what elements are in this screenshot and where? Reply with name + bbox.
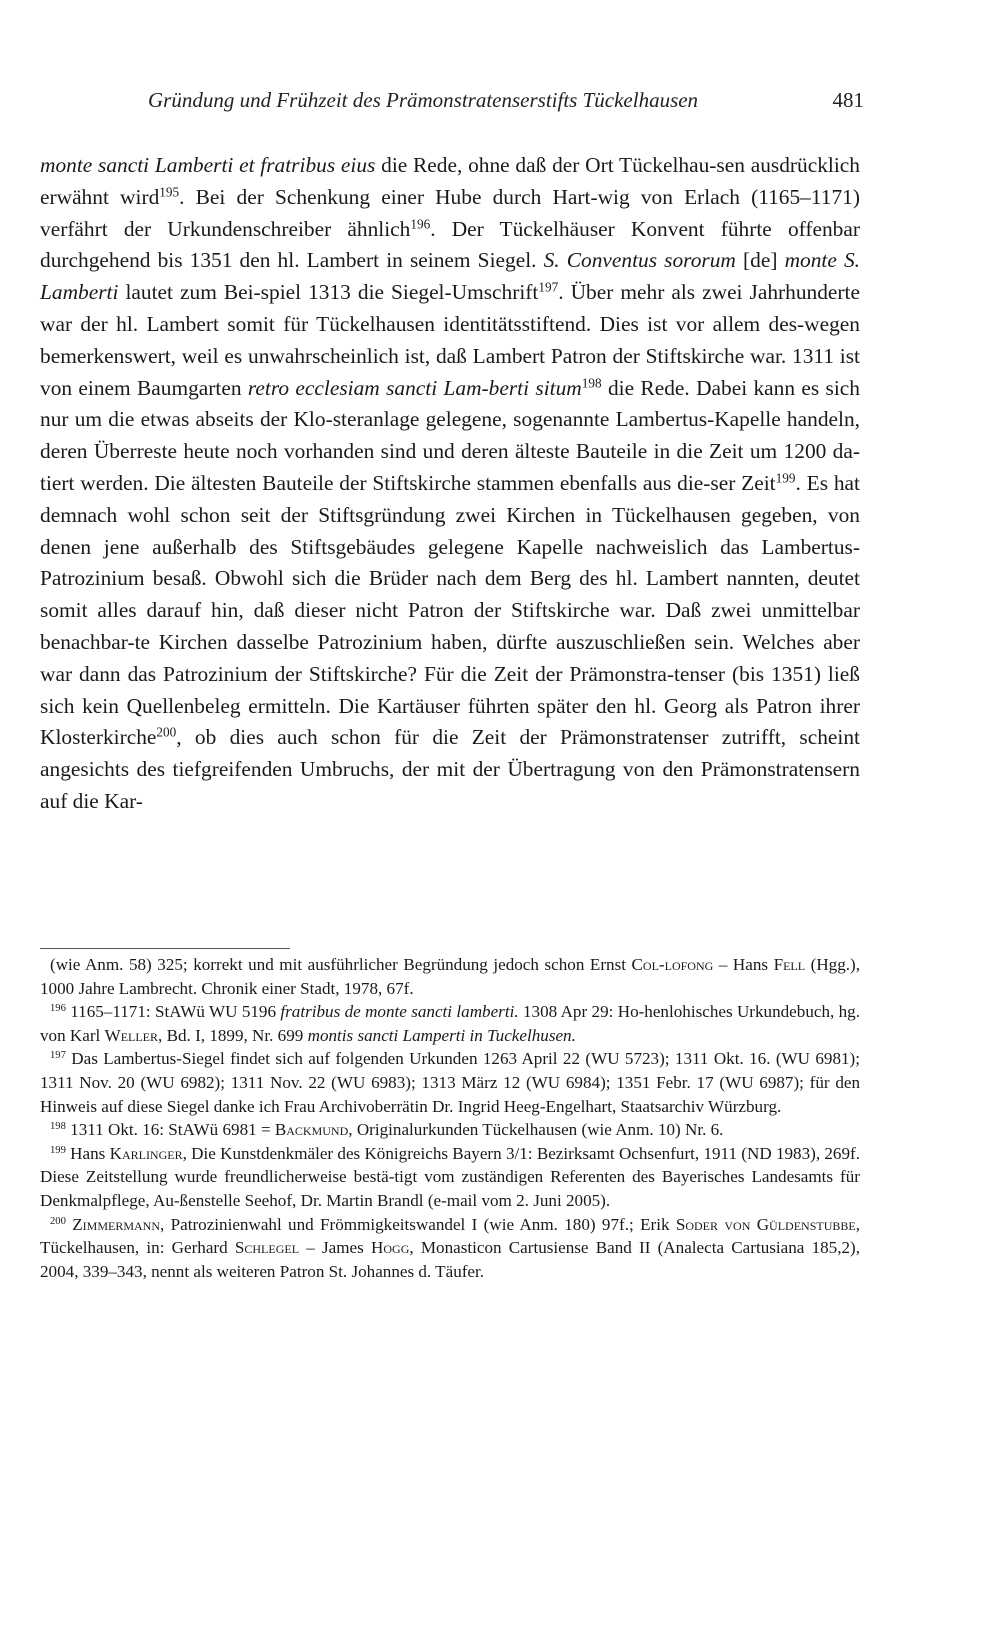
text-run: . Der Tückelhäuser Konvent führte offenbar durchgehend bis 1351 den hl. Lambert in seinem Siegel. — [40, 216, 860, 273]
text-run: lautet zum Bei-spiel 1313 die Siegel-Umschrift — [118, 280, 539, 305]
footnote-divider — [40, 948, 290, 949]
text-run: , ob dies auch schon für die Zeit der Prämonstratenser zutrifft, scheint angesichts des tiefgreifenden Umbruchs, der mit der Übertragung von den Prämonstratensern auf die Kar- — [40, 725, 860, 813]
latin-quote: montis sancti Lamperti in Tuckelhusen. — [307, 1025, 576, 1045]
text-run: 1311 Okt. 16: StAWü 6981 = — [65, 1120, 275, 1140]
footnote-ref-197[interactable]: 197 — [538, 279, 559, 295]
text-run: . Über mehr als zwei Jahrhunderte war der hl. Lambert somit für Tückelhausen identitätsstiftend. Dies ist vor allem des-wegen bemerkenswert, weil es unwahrscheinlich ist, daß Lambert Patron der Stiftskirche war. 1311 ist von einem Baumgarten — [40, 280, 860, 400]
text-run: die Rede, ohne daß der Ort Tückelhau-sen ausdrücklich erwähnt wird — [40, 153, 860, 209]
footnote-continuation — [40, 953, 860, 1000]
footnote-number: 200 — [50, 1215, 66, 1227]
text-run: , Patrozinienwahl und Frömmigkeitswandel I (wie Anm. 180) 97f.; Erik — [160, 1214, 676, 1234]
footnote-196 — [40, 1000, 860, 1047]
latin-quote: S. Conventus sororum — [543, 248, 736, 273]
latin-quote: monte S. Lamberti — [40, 248, 860, 305]
footnote-number: 196 — [50, 1003, 66, 1015]
text-run: , Bd. I, 1899, Nr. 699 — [158, 1025, 308, 1045]
footnote-200 — [40, 1213, 860, 1284]
footnote-ref-200[interactable]: 200 — [156, 725, 177, 741]
footnote-ref-198[interactable]: 198 — [581, 375, 602, 391]
running-head: Gründung und Frühzeit des Prämonstratenserstifts Tückelhausen — [148, 88, 699, 112]
author-name: Schlegel — [234, 1238, 300, 1258]
body-paragraph — [40, 150, 860, 818]
latin-quote: fratribus de monte sancti lamberti. — [280, 1002, 519, 1022]
text-run: 1308 Apr 29: Ho-henlohisches Urkundebuch, hg. von Karl — [40, 1002, 861, 1045]
text-run: (wie Anm. 58) 325; korrekt und mit ausführlicher Begründung jedoch schon Ernst — [50, 955, 632, 974]
footnote-ref-199[interactable]: 199 — [775, 470, 796, 486]
text-run: , Monasticon Cartusiense Band II (Analecta Cartusiana 185,2), 2004, 339–343, nennt als weiteren Patron St. Johannes d. Täufer. — [40, 1238, 860, 1281]
author-name: Hogg — [371, 1238, 410, 1258]
latin-quote: retro ecclesiam sancti Lam-berti situm — [247, 375, 582, 400]
text-run: – James — [299, 1238, 372, 1258]
author-name: Backmund — [274, 1120, 349, 1140]
footnote-number: 199 — [50, 1144, 66, 1156]
text-run: , Originalurkunden Tückelhausen (wie Anm. 10) Nr. 6. — [348, 1120, 724, 1140]
author-name: Zimmermann — [72, 1214, 161, 1234]
author-name: Fell — [773, 955, 806, 974]
text-run: , Die Kunstdenkmäler des Königreichs Bayern 3/1: Bezirksamt Ochsenfurt, 1911 (ND 1983), 269f. Diese Zeitstellung wurde freundlicherweise bestä-tigt vom zuständigen Referenten des Bayerisches Landesamts für Denkmalpflege, Au-ßenstelle Seehof, Dr. Martin Brandl (e-mail vom 2. Juni 2005). — [40, 1143, 860, 1210]
footnote-197 — [40, 1047, 860, 1118]
text-run: – Hans — [713, 955, 774, 974]
text-run: [de] — [735, 248, 785, 273]
author-name: Col-lofong — [631, 955, 714, 974]
page-number: 481 — [832, 88, 864, 112]
footnote-number: 198 — [50, 1121, 66, 1133]
text-run: . Es hat demnach wohl schon seit der Stiftsgründung zwei Kirchen in Tückelhausen gegeben, von denen jene außerhalb des Stiftsgebäudes gelegene Kapelle nachweislich das Lambertus-Patrozinium besaß. Obwohl sich die Brüder nach dem Berg des hl. Lambert nannten, deutet somit alles darauf hin, daß dieser nicht Patron der Stiftskirche war. Daß zwei unmittelbar benachbar-te Kirchen dasselbe Patrozinium haben, dürfte auszuschließen sein. Welches aber war dann das Patrozinium der Stiftskirche? Für die Zeit der Prämonstra-tenser (bis 1351) ließ sich kein Quellenbeleg ermitteln. Die Kartäuser führten später den hl. Georg als Patron ihrer Klosterkirche — [40, 470, 860, 750]
author-name: Karlinger — [109, 1143, 183, 1163]
text-run: Hans — [65, 1143, 110, 1163]
footnote-ref-195[interactable]: 195 — [159, 184, 180, 200]
footnote-ref-196[interactable]: 196 — [410, 216, 431, 232]
text-run: die Rede. Dabei kann es sich nur um die etwas abseits der Klo-steranlage gelegene, sogenannte Lambertus-Kapelle handeln, deren Überreste heute noch vorhanden sind und deren älteste Bauteile in die Zeit um 1200 da-tiert werden. Die ältesten Bauteile der Stiftskirche stammen ebenfalls aus die-ser Zeit — [40, 375, 860, 495]
footnotes — [40, 953, 860, 1283]
latin-quote: monte sancti Lamberti et fratribus eius — [40, 153, 376, 177]
text-run: 1165–1171: StAWü WU 5196 — [65, 1002, 281, 1022]
author-name: Soder von Güldenstubbe — [675, 1214, 856, 1234]
footnote-198 — [40, 1118, 860, 1142]
text-run: Das Lambertus-Siegel findet sich auf folgenden Urkunden 1263 April 22 (WU 5723); 1311 Okt. 16. (WU 6981); 1311 Nov. 20 (WU 6982); 1311 Nov. 22 (WU 6983); 1313 März 12 (WU 6984); 1351 Febr. 17 (WU 6987); für den Hinweis auf diese Siegel danke ich Frau Archivoberrätin Dr. Ingrid Heeg-Engelhart, Staatsarchiv Würzburg. — [40, 1049, 860, 1116]
author-name: Weller — [104, 1025, 159, 1045]
footnote-number: 197 — [50, 1050, 66, 1062]
main-text — [40, 150, 860, 818]
text-run: . Bei der Schenkung einer Hube durch Hart-wig von Erlach (1165–1171) verfährt der Urkundenschreiber ähnlich — [40, 184, 860, 241]
text-run: , Tückelhausen, in: Gerhard — [40, 1214, 860, 1258]
text-run: (Hgg.), 1000 Jahre Lambrecht. Chronik einer Stadt, 1978, 67f. — [40, 955, 861, 998]
footnote-199 — [40, 1142, 860, 1213]
